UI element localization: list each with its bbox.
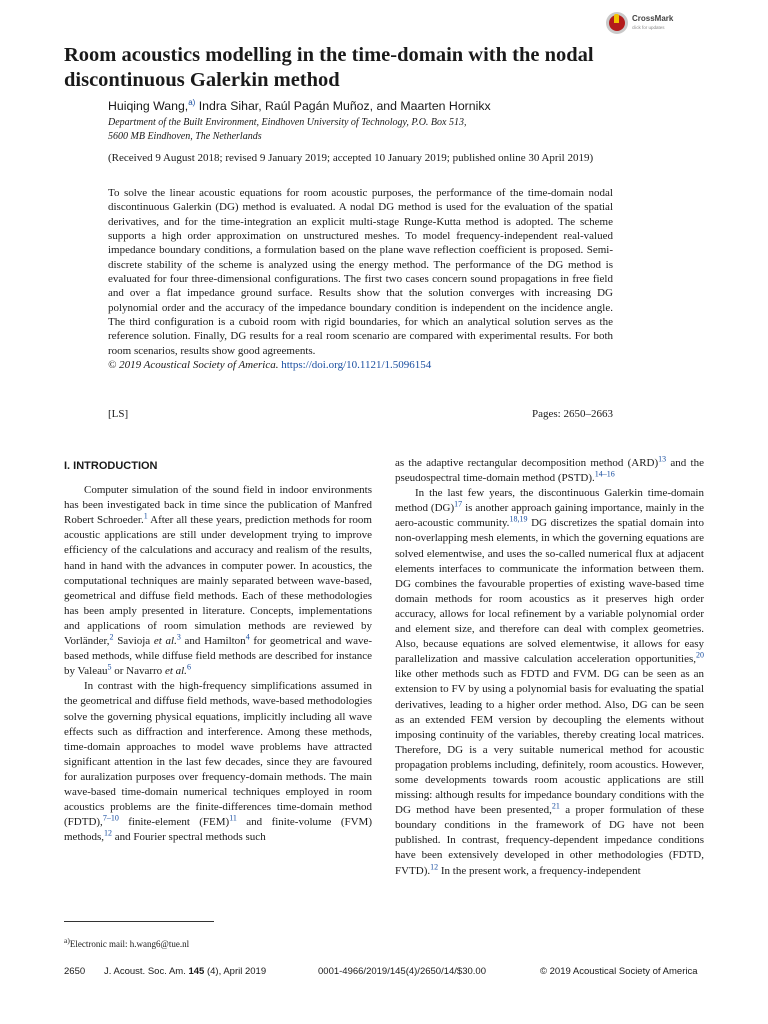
citation-link[interactable]: 1: [143, 511, 148, 521]
affiliation: [108, 116, 466, 143]
affiliation-line: 5600 MB Eindhoven, The Netherlands: [108, 130, 262, 142]
citation-link[interactable]: 20: [696, 650, 704, 660]
doi-link[interactable]: https://doi.org/10.1121/1.5096154: [281, 359, 432, 372]
abstract-body: To solve the linear acoustic equations for room acoustic purposes, the performance of the time-domain nodal discontinuous Galerkin (DG) method is evaluated. A nodal DG method is used for the evaluation of the spatial derivatives, and for the time-integration an explicit multi-stage Runge-Kutta method is adopted. The scheme supports a high order approximation on unstructured meshes. To model frequency-independent real-valued impedance boundary conditions, a formulation based on the plane wave reflection coefficient is proposed. Semi-discrete stability of the scheme is analyzed using the energy method. The performance of the DG method is evaluated for four three-dimensional configurations. The first two cases concern sound propagations in free field and over a flat impedance ground surface. Results show that the solution converges with increasing DG polynomial order and the accuracy of the impedance boundary condition is independent on the incidence angle. The third configuration is a cuboid room with rigid boundaries, for which an analytical solution serves as the reference solution. Finally, DG results for a real room scenario are compared with experimental results. For both room scenarios, results show good agreements.: [108, 187, 613, 357]
abstract: [108, 186, 613, 372]
citation-link[interactable]: 21: [551, 801, 560, 811]
page-number: 2650: [64, 966, 86, 977]
citation-link[interactable]: 6: [186, 662, 191, 672]
citation-link[interactable]: 12: [104, 828, 113, 838]
coauthors: Indra Sihar, Raúl Pagán Muñoz, and Maarten Hornikx: [195, 99, 491, 113]
affiliation-line: Department of the Built Environment, Eindhoven University of Technology, P.O. Box 513,: [108, 117, 467, 128]
first-author: Huiqing Wang,: [108, 99, 189, 113]
section-heading: I. INTRODUCTION: [64, 460, 158, 472]
author-footnote-link[interactable]: a): [188, 97, 196, 107]
paragraph: In contrast with the high-frequency simplifications assumed in the geometrical and diffuse field methods, wave-based methodologies solve the governing physical equations, implicitly including all wave effects such as diffraction and interference. Among these methods, time-domain approaches to model wave problems have attracted significant attention in the last few decades, since they are favoured for auralization purposes over frequency-domain methods. The main wave-based time-domain numerical techniques employed in room acoustics problems are the finite-differences time-domain method (FDTD),$^{7-10}$ finite-element (FEM)$^{11}$ and finite-volume (FVM) methods,$^{12}$ and Fourier spectral methods such: [64, 680, 372, 844]
footer-copyright: © 2019 Acoustical Society of America: [540, 966, 698, 977]
page-range: Pages: 2650–2663: [532, 408, 613, 420]
citation-link[interactable]: 13: [658, 454, 667, 464]
paragraph: In the last few years, the discontinuous Galerkin time-domain method (DG)$^{17}$ is another approach gaining importance, mainly in the aero-acoustic community.$^{18,19}$ DG discretizes the spatial domain into non-overlapping mesh elements, in which the governing equations are solved elementwise, and uses the so-called numerical flux at adjacent elements interfaces to communicate the information between them. DG combines the favourable properties of existing wave-based time domain methods for room acoustics as it preserves high order accuracy, allows for local refinement by a variable polynomial order and element size, and therefore can deal with complex geometries. Also, because equations are solved elementwise, it allows for easy parallelization and massive calculation acceleration opportunities,$^{20}$ like other methods such as FDTD and FVM. DG can be seen as an extension to FV by using a polynomial basis for evaluating the spatial derivatives, leading to a higher order method. Also, DG can be seen as an extended FEM version by decoupling the elements without imposing continuity of the variables, thereby creating local matrices. Therefore, DG is a very suitable numerical method for acoustic propagation problems including, definitely, room acoustics. However, some developments towards room acoustic applications are still missing: although results for impedance boundary conditions with the DG method have been presented,$^{21}$ a proper formulation of these boundary conditions in the framework of DG have not been published. In contrast, frequency-dependent impedance conditions have been extensively developed in other methodologies (FDTD, FVTD).$^{12}$ In the present work, a frequency-independent: [395, 487, 705, 877]
paragraph: Computer simulation of the sound field in indoor environments has been investigated back in time since the publication of Manfred Robert Schroeder.$^1$ After all these years, prediction methods for room acoustic applications are still under development trying to improve efficiency of the calculations and accuracy and realism of the results, hand in hand with the advances in computer power. In acoustics, the computational techniques are mainly separated between wave-based, geometrical and diffuse field methods. Each of these methodologies has been amply presented in literature. Concepts, implementations and applications of room simulation methods are reviewed by Vorländer,$^2$ Savioja et al.$^3$ and Hamilton$^4$ for geometrical and wave-based methods, while diffuse field methods are described for instance by Valeau$^5$ or Navarro et al.$^6$: [64, 484, 372, 678]
journal-citation: J. Acoust. Soc. Am. 145 (4), April 2019: [104, 966, 267, 977]
crossmark-badge[interactable]: [606, 12, 678, 36]
citation-link[interactable]: 12: [430, 861, 439, 871]
citation-link[interactable]: 17: [454, 499, 463, 509]
received-dates: (Received 9 August 2018; revised 9 January 2019; accepted 10 January 2019; published online 30 April 2019): [108, 152, 594, 164]
citation-link[interactable]: 4: [245, 632, 250, 642]
left-column: [64, 456, 372, 845]
crossmark-subtitle: click for updates: [632, 25, 665, 30]
footnote-text: Electronic mail: h.wang6@tue.nl: [69, 939, 190, 949]
author-list: [108, 99, 491, 113]
citation-link[interactable]: 18,19: [509, 514, 528, 524]
right-column: [395, 456, 704, 879]
citation-link[interactable]: 7–10: [102, 813, 119, 823]
footnote: [64, 936, 189, 949]
abstract-copyright: © 2019 Acoustical Society of America.: [108, 359, 279, 372]
subject-tag: [LS]: [108, 408, 129, 420]
citation-link[interactable]: 14–16: [594, 469, 615, 479]
paragraph: as the adaptive rectangular decomposition method (ARD)$^{13}$ and the pseudospectral time-domain method (PSTD).$^{14-16}$: [395, 454, 704, 485]
footnote-marker: a): [64, 936, 70, 945]
citation-link[interactable]: 11: [229, 813, 237, 823]
citation-link[interactable]: 2: [109, 632, 114, 642]
crossmark-icon: [606, 12, 628, 34]
citation-link[interactable]: 3: [176, 632, 181, 642]
paper-title: Room acoustics modelling in the time-domain with the nodal discontinuous Galerkin method: [64, 44, 594, 91]
footnote-divider: [64, 921, 214, 922]
issn: 0001-4966/2019/145(4)/2650/14/$30.00: [318, 966, 486, 977]
citation-link[interactable]: 5: [107, 662, 112, 672]
crossmark-title: CrossMark: [632, 14, 674, 23]
